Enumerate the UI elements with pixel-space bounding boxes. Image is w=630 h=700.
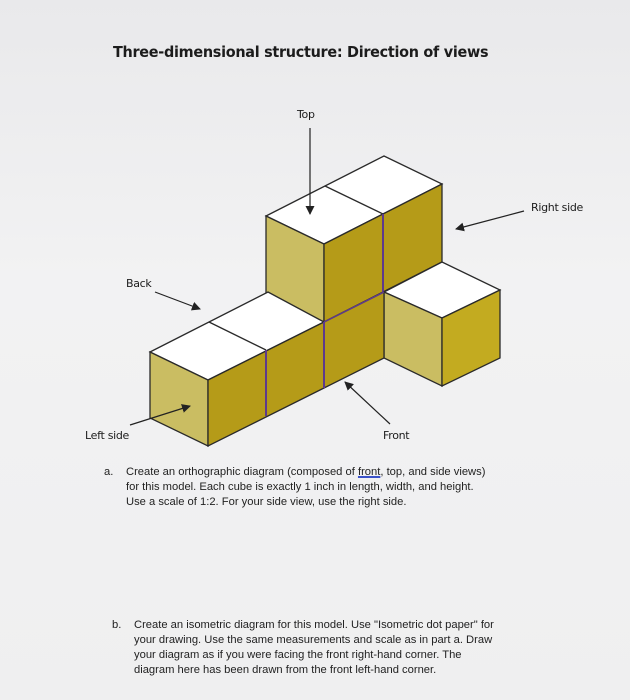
- underlined-front-word: front: [357, 466, 381, 478]
- question-b-letter: b.: [112, 619, 122, 631]
- question-b-line-3: your diagram as if you were facing the front right-hand corner. The: [134, 649, 462, 661]
- page-title: Three-dimensional structure: Direction of views: [113, 43, 489, 61]
- question-b-line-2: your drawing. Use the same measurements and scale as in part a. Draw: [134, 634, 493, 646]
- question-a: [104, 465, 485, 510]
- question-a-line-3: Use a scale of 1:2. For your side view, use the right side.: [126, 496, 407, 508]
- question-a-line-2: for this model. Each cube is exactly 1 inch in length, width, and height.: [126, 481, 474, 493]
- back-arrow: [155, 292, 200, 309]
- label-right-side: Right side: [531, 201, 584, 214]
- right-side-arrow: [456, 211, 524, 229]
- label-front: Front: [383, 429, 410, 442]
- question-b: [112, 618, 494, 678]
- label-back: Back: [126, 277, 152, 290]
- front-arrow: [345, 382, 390, 424]
- question-b-line-1: Create an isometric diagram for this model. Use "Isometric dot paper" for: [134, 619, 494, 631]
- label-left-side: Left side: [85, 429, 130, 442]
- label-top: Top: [297, 108, 315, 121]
- question-b-line-4: diagram here has been drawn from the front left-hand corner.: [134, 664, 437, 676]
- question-a-letter: a.: [104, 466, 114, 478]
- question-a-line-1: Create an orthographic diagram (composed of front, top, and side views): [126, 466, 486, 478]
